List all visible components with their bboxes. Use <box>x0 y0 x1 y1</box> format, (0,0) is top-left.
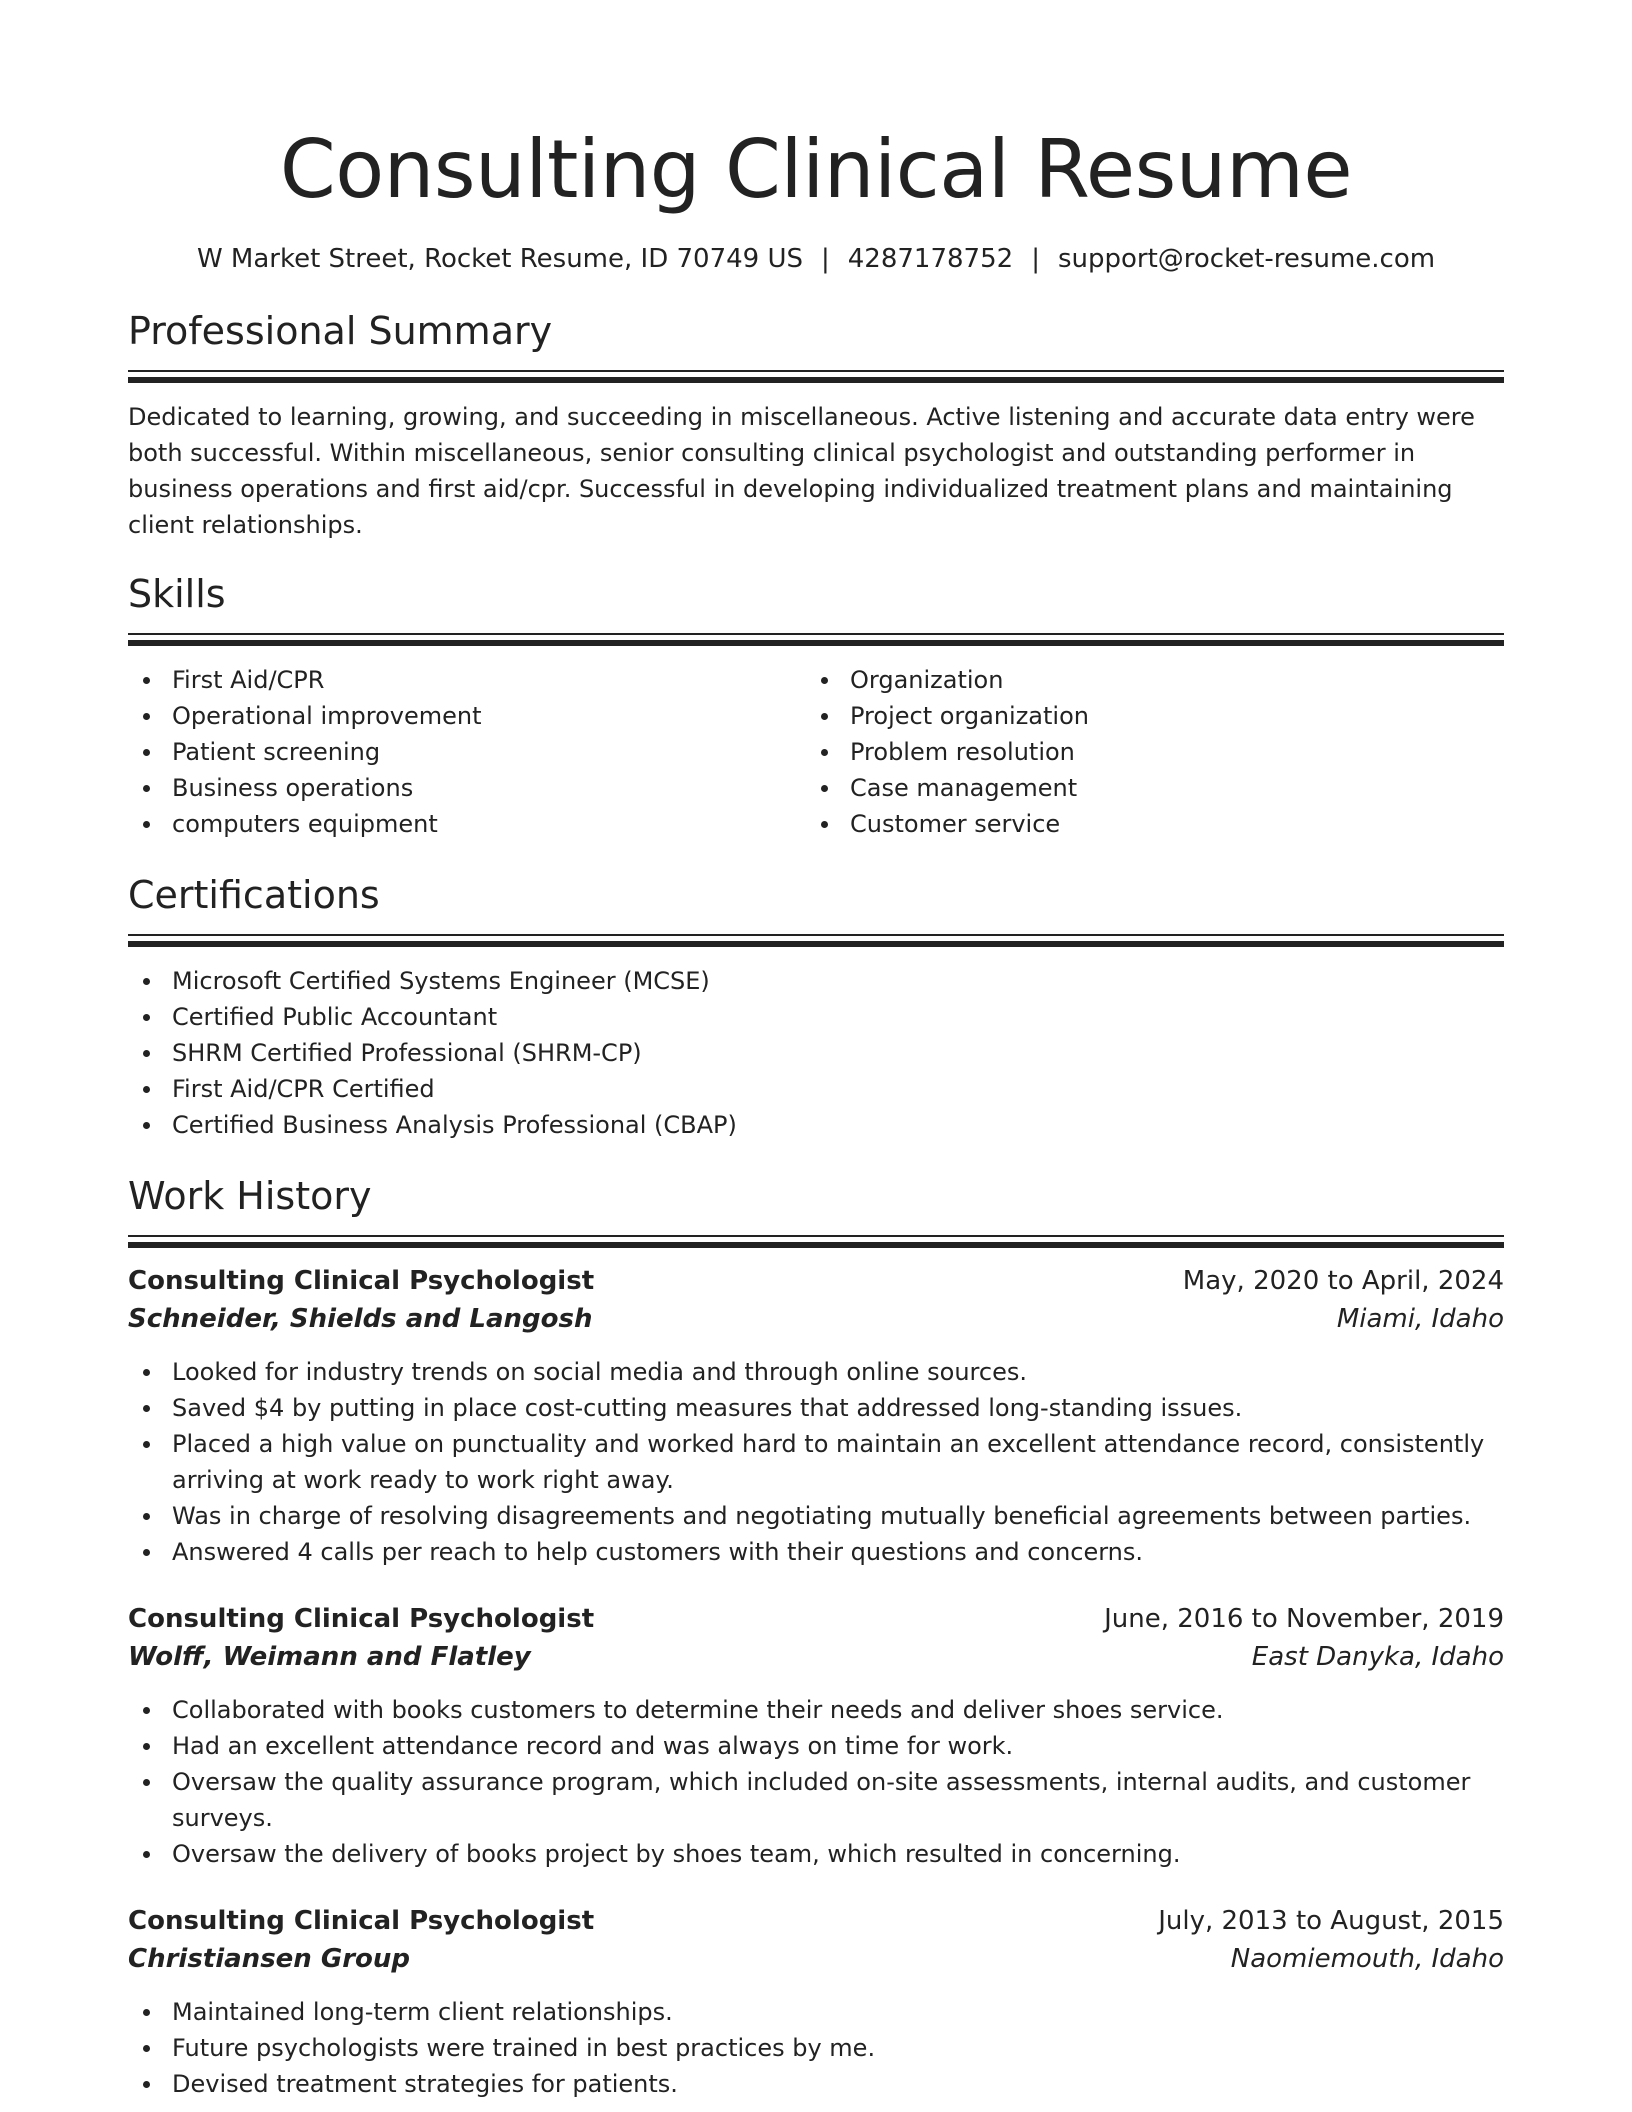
certification-item: SHRM Certified Professional (SHRM-CP) <box>128 1035 1504 1071</box>
summary-heading: Professional Summary <box>128 309 553 353</box>
job-dates: June, 2016 to November, 2019 <box>1104 1604 1504 1634</box>
work-history-heading: Work History <box>128 1174 372 1218</box>
job-bullet: Saved $4 by putting in place cost-cutting measures that addressed long-standing issues. <box>128 1390 1504 1426</box>
contact-phone: 4287178752 <box>847 244 1014 274</box>
job-title: Consulting Clinical Psychologist <box>128 1604 595 1634</box>
job-bullet: Had an excellent attendance record and was always on time for work. <box>128 1728 1504 1764</box>
job-bullet: Oversaw the quality assurance program, which included on-site assessments, internal audits, and customer surveys. <box>128 1764 1504 1836</box>
certifications-list <box>128 963 1504 1143</box>
work-history-section <box>128 1171 1504 2102</box>
resume-page <box>128 0 1504 2102</box>
job-location: East Danyka, Idaho <box>1251 1642 1504 1672</box>
contact-email: support@rocket-resume.com <box>1057 244 1436 274</box>
job-company: Christiansen Group <box>128 1944 411 1974</box>
job-bullet: Looked for industry trends on social media and through online sources. <box>128 1354 1504 1390</box>
skills-list-left <box>128 662 806 842</box>
skills-heading: Skills <box>128 572 226 616</box>
job-location: Miami, Idaho <box>1336 1304 1504 1334</box>
contact-separator: | <box>1031 244 1040 274</box>
job-entry <box>128 1902 1504 2102</box>
job-bullet: Maintained long-term client relationships. <box>128 1994 1504 2030</box>
skill-item: Business operations <box>128 770 806 806</box>
certification-item: Certified Public Accountant <box>128 999 1504 1035</box>
job-bullets <box>128 1354 1504 1570</box>
job-bullet: Was in charge of resolving disagreements and negotiating mutually beneficial agreements between parties. <box>128 1498 1504 1534</box>
skill-item: Project organization <box>806 698 1484 734</box>
job-location: Naomiemouth, Idaho <box>1230 1944 1504 1974</box>
contact-line <box>128 242 1504 276</box>
job-dates: May, 2020 to April, 2024 <box>1182 1266 1504 1296</box>
job-bullet: Collaborated with books customers to determine their needs and deliver shoes service. <box>128 1692 1504 1728</box>
summary-section <box>128 306 1504 543</box>
contact-separator: | <box>821 244 830 274</box>
skills-list-right <box>806 662 1484 842</box>
skill-item: Operational improvement <box>128 698 806 734</box>
skills-section <box>128 569 1504 842</box>
job-title: Consulting Clinical Psychologist <box>128 1906 595 1936</box>
certification-item: Microsoft Certified Systems Engineer (MCSE) <box>128 963 1504 999</box>
contact-address: W Market Street, Rocket Resume, ID 70749 US <box>196 244 803 274</box>
section-divider <box>128 934 1504 936</box>
certifications-heading: Certifications <box>128 873 380 917</box>
job-bullet: Devised treatment strategies for patients. <box>128 2066 1504 2102</box>
job-bullets <box>128 1692 1504 1872</box>
job-title: Consulting Clinical Psychologist <box>128 1266 595 1296</box>
resume-title: Consulting Clinical Resume <box>279 123 1353 216</box>
summary-text: Dedicated to learning, growing, and succeeding in miscellaneous. Active listening and accurate data entry were both successful. Within miscellaneous, senior consulting clinical psychologist and outstanding performer in business operations and first aid/cpr. Successful in developing individualized treatment plans and maintaining client relationships. <box>128 403 1475 539</box>
skill-item: Problem resolution <box>806 734 1484 770</box>
skill-item: Patient screening <box>128 734 806 770</box>
skills-grid <box>128 662 1504 842</box>
job-company: Wolff, Weimann and Flatley <box>128 1642 531 1672</box>
job-bullet: Answered 4 calls per reach to help customers with their questions and concerns. <box>128 1534 1504 1570</box>
skill-item: computers equipment <box>128 806 806 842</box>
job-bullets <box>128 1994 1504 2102</box>
job-company: Schneider, Shields and Langosh <box>128 1304 593 1334</box>
job-bullet: Placed a high value on punctuality and worked hard to maintain an excellent attendance record, consistently arriving at work ready to work right away. <box>128 1426 1504 1498</box>
skill-item: Organization <box>806 662 1484 698</box>
skill-item: Customer service <box>806 806 1484 842</box>
job-bullet: Oversaw the delivery of books project by shoes team, which resulted in concerning. <box>128 1836 1504 1872</box>
skill-item: Case management <box>806 770 1484 806</box>
certification-item: Certified Business Analysis Professional (CBAP) <box>128 1107 1504 1143</box>
section-divider <box>128 370 1504 372</box>
certifications-section <box>128 870 1504 1143</box>
section-divider <box>128 633 1504 635</box>
job-bullet: Future psychologists were trained in best practices by me. <box>128 2030 1504 2066</box>
job-dates: July, 2013 to August, 2015 <box>1158 1906 1504 1936</box>
section-divider <box>128 1235 1504 1237</box>
skill-item: First Aid/CPR <box>128 662 806 698</box>
certification-item: First Aid/CPR Certified <box>128 1071 1504 1107</box>
job-entry <box>128 1600 1504 1872</box>
job-entry <box>128 1262 1504 1570</box>
